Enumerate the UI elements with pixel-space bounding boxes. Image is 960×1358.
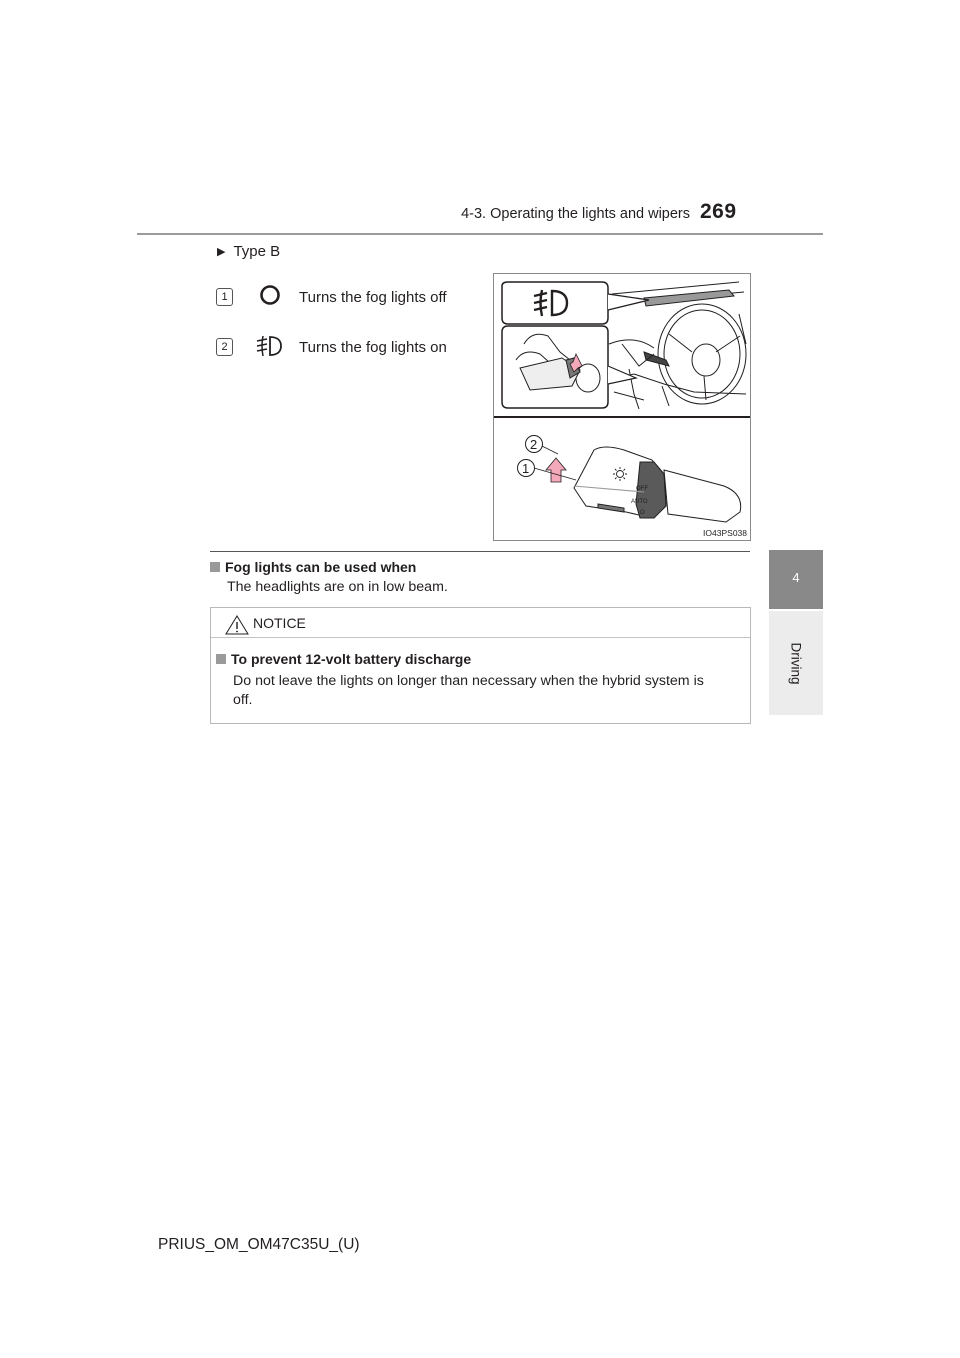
page-number: 269 [700,200,737,223]
notice-body-line-2: off. [233,692,253,708]
step-2-text: Turns the fog lights on [299,339,447,356]
switch-label-auto: AUTO [631,499,648,505]
triangle-bullet-icon: ▶ [217,246,226,258]
square-bullet-icon [216,654,226,664]
notice-box [210,607,751,724]
info-heading-text: Fog lights can be used when [225,559,417,575]
switch-label-o: O [640,510,645,516]
section-title: 4-3. Operating the lights and wipers [461,206,690,222]
info-heading [210,559,416,575]
notice-header-divider [211,637,750,638]
square-bullet-icon [210,562,220,572]
notice-heading [216,651,471,667]
chapter-tab-label-text: Driving [788,641,804,685]
step-number-1: 1 [216,288,233,306]
headlight-switch-illustration [494,274,750,540]
figure-code: IO43PS038 [703,528,747,538]
notice-heading-text: To prevent 12-volt battery discharge [231,651,472,667]
type-label-text: Type B [233,243,281,260]
chapter-tab-number: 4 [792,570,800,585]
step-1-text: Turns the fog lights off [299,289,447,306]
notice-label: NOTICE [253,615,306,631]
notice-body [233,672,743,710]
header-rule [137,233,823,235]
footer-model-code: PRIUS_OM_OM47C35U_(U) [158,1236,360,1253]
switch-label-off: OFF [636,486,648,492]
fog-light-off-icon [258,283,282,312]
notice-body-line-1: Do not leave the lights on longer than necessary when the hybrid system is [233,673,704,689]
type-label [217,243,280,260]
step-number-2: 2 [216,338,233,356]
callout-2: 2 [530,437,538,452]
chapter-tab-label [769,611,823,715]
info-body: The headlights are on in low beam. [227,579,448,595]
callout-1: 1 [522,461,530,476]
figure-illustration [493,273,751,541]
section-divider [210,551,750,552]
fog-light-on-icon [254,333,284,364]
